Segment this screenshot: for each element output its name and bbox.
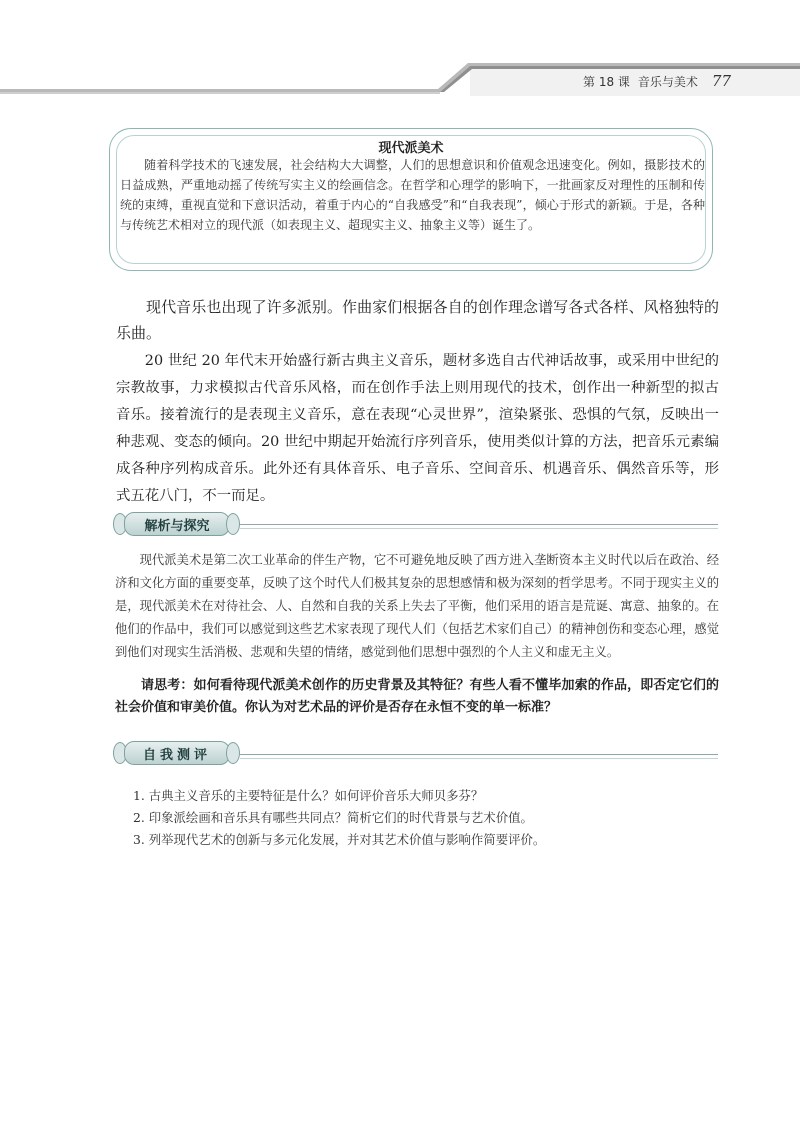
sidebar-box-title: 现代派美术 [378, 141, 444, 156]
analysis-divider-under [240, 528, 718, 529]
self-test-item-2: 2. 印象派绘画和音乐具有哪些共同点？简析它们的时代背景与艺术价值。 [133, 810, 533, 825]
self-test-divider [240, 754, 718, 755]
page-number: 77 [711, 72, 732, 90]
running-header [583, 72, 731, 90]
main-paragraph-1: 现代音乐也出现了许多派别。作曲家们根据各自的创作理念谱写各式各样、风格独特的乐曲。 [116, 298, 719, 342]
analysis-question: 请思考：如何看待现代派美术创作的历史背景及其特征？有些人看不懂毕加索的作品，即否定它们的社会价值和审美价值。你认为对艺术品的评价是否存在永恒不变的单一标准？ [115, 678, 719, 715]
self-test-list [133, 785, 723, 851]
scroll-ornament-right-icon [226, 513, 240, 535]
analysis-divider [240, 524, 718, 525]
self-test-heading: 自我测评 [124, 741, 230, 765]
main-paragraph-2: 20 世纪 20 年代末开始盛行新古典主义音乐，题材多选自古代神话故事，或采用中世纪的宗教故事，力求模拟古代音乐风格，而在创作手法上则用现代的技术，创作出一种新型的拟古音乐。接着流行的是表现主义音乐，意在表现“心灵世界”，渲染紧张、恐惧的气氛，反映出一种悲观、变态的倾向。20 世纪中期起开始流行序列音乐，使用类似计算的方法，把音乐元素编成各种序列构成音乐。此外还有具体音乐、电子音乐、空间音乐、机遇音乐、偶然音乐等，形式五花八门，不一而足。 [116, 353, 719, 504]
self-test-divider-under [240, 758, 718, 759]
analysis-body: 现代派美术是第二次工业革命的伴生产物，它不可避免地反映了西方进入垄断资本主义时代以后在政治、经济和文化方面的重要变革，反映了这个时代人们极其复杂的思想感情和极为深刻的哲学思考。不同于现实主义的是，现代派美术在对待社会、人、自然和自我的关系上失去了平衡，他们采用的语言是荒诞、寓意、抽象的。在他们的作品中，我们可以感觉到这些艺术家表现了现代人们（包括艺术家们自己）的精神创伤和变态心理，感觉到他们对现实生活消极、悲观和失望的情绪，感觉到他们思想中强烈的个人主义和虚无主义。 [115, 553, 719, 659]
lesson-title: 音乐与美术 [637, 75, 698, 89]
lesson-number: 第 18 课 [583, 75, 630, 89]
scroll-ornament-right-icon [226, 742, 240, 764]
analysis-heading: 解析与探究 [124, 512, 230, 536]
sidebar-box-body: 随着科学技术的飞速发展，社会结构大大调整，人们的思想意识和价值观念迅速变化。例如，摄影技术的日益成熟，严重地动摇了传统写实主义的绘画信念。在哲学和心理学的影响下，一批画家反对理性的压制和传统的束缚，重视直觉和下意识活动，着重于内心的“自我感受”和“自我表现”，倾心于形式的新颖。于是，各种与传统艺术相对立的现代派（如表现主义、超现实主义、抽象主义等）诞生了。 [120, 158, 705, 232]
self-test-item-3: 3. 列举现代艺术的创新与多元化发展，并对其艺术价值与影响作简要评价。 [133, 832, 546, 847]
self-test-item-1: 1. 古典主义音乐的主要特征是什么？如何评价音乐大师贝多芬？ [133, 788, 484, 803]
